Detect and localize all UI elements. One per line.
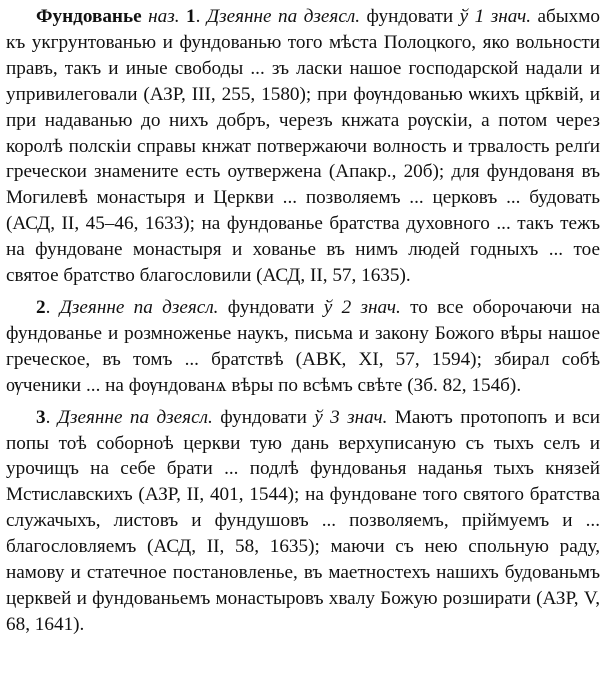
- sense-2-number: 2: [36, 296, 46, 318]
- sense-1-text: абыхмо къ укгрунтованью и фундованью того мѣста Полоцкого, яко вольности правъ, такъ и иные свободы ... зъ ласки нашое господарской надали и упривилеговали (АЗР, III, 255, 1580); при фѹндованью ѡкихъ цр҃квій, и при надаванью до нихъ добръ, черезъ кнжата рѹскіи, а потом через королѣ полскіи справы кнжат потвержаючи волность и трвалость релґи греческои знамените есть оутвержена (Апакр., 20б); для фундованя въ Могилевѣ монастыря и Церкви ... позволяемъ ... церковъ ... будовать (АСД, II, 45–46, 1633); на фундованье братства духовного ... такъ тежъ на фундоване монастыря и хованье въ нимъ людей годныхъ ... тое святое братство благословили (АСД, II, 57, 1635).: [6, 6, 601, 287]
- headword: Фундованье: [36, 6, 142, 27]
- sense-1-paragraph: Фундованье наз. 1. Дзеянне па дзеясл. фундовати ў 1 знач. абыхмо къ укгрунтованью и фундованью того мѣста Полоцкого, яко вольности правъ, такъ и иные свободы ... зъ ласки нашое господарской надали и упривилеговали (АЗР, III, 255, 1580); при фѹндованью ѡкихъ цр҃квій, и при надаванью до нихъ добръ, черезъ кнжата рѹскіи, а потом через королѣ полскіи справы кнжат потвержаючи волность и трвалость релґи греческои знамените есть оутвержена (Апакр., 20б); для фундованя въ Могилевѣ монастыря и Церкви ... позволяемъ ... церковъ ... будовать (АСД, II, 45–46, 1633); на фундованье братства духовного ... такъ тежъ на фундоване монастыря и хованье въ нимъ людей годныхъ ... тое святое братство благословили (АСД, II, 57, 1635).: [6, 6, 601, 287]
- sense-2-text: то все оборочаючи на фундованье и розмноженье наукъ, письма и закону Божого вѣры нашое греческое, въ томъ ... братствѣ (АВК, XI, 57, 1594); збирал собѣ ѹченики ... на фѹндованѧ вѣры по всѣмъ свѣте (Зб. 82, 154б).: [6, 296, 601, 396]
- sense-1-number: 1: [186, 6, 196, 27]
- sense-1-ref-word: фундовати: [366, 6, 454, 27]
- sense-2-ref-word: фундовати: [227, 296, 315, 318]
- sense-2-paragraph: 2. Дзеянне па дзеясл. фундовати ў 2 знач. то все оборочаючи на фундованье и розмноженье наукъ, письма и закону Божого вѣры нашое греческое, въ томъ ... братствѣ (АВК, XI, 57, 1594); збирал собѣ ѹченики ... на фѹндованѧ вѣры по всѣмъ свѣте (Зб. 82, 154б).: [6, 296, 601, 396]
- sense-3-definition: Дзеянне па дзеясл.: [57, 406, 213, 428]
- sense-2-definition: Дзеянне па дзеясл.: [59, 296, 219, 318]
- sense-3-paragraph: 3. Дзеянне па дзеясл. фундовати ў 3 знач. Маютъ протопопъ и вси попы тоѣ соборноѣ церкви тую дань верхуписаную съ тыхъ селъ и урочищъ на себе брати ... подлѣ фундованья наданья тыхъ князей Мстиславскихъ (АЗР, II, 401, 1544); на фундоване того святого братства служачыхъ, листовъ и фундушовъ ... позволяемъ, пріймуемъ и ... благословляемъ (АСД, II, 58, 1635); маючи съ нею спольную раду, намову и статечное постановленье, въ маетностехъ нашихъ будованьмъ церквей и фундованьемъ монастыровъ хвалу Божую розширати (АЗР, V, 68, 1641).: [6, 406, 601, 635]
- sense-3-number: 3: [36, 406, 46, 428]
- sense-2-ref-tail: ў 2 знач.: [323, 296, 401, 318]
- part-of-speech: наз.: [148, 6, 180, 27]
- sense-1-ref-tail: ў 1 знач.: [459, 6, 532, 27]
- sense-3-ref-word: фундовати: [220, 406, 307, 428]
- sense-3-ref-tail: ў 3 знач.: [314, 406, 388, 428]
- sense-1-definition: Дзеянне па дзеясл.: [206, 6, 361, 27]
- sense-3-text: Маютъ протопопъ и вси попы тоѣ соборноѣ церкви тую дань верхуписаную съ тыхъ селъ и урочищъ на себе брати ... подлѣ фундованья наданья тыхъ князей Мстиславскихъ (АЗР, II, 401, 1544); на фундоване того святого братства служачыхъ, листовъ и фундушовъ ... позволяемъ, пріймуемъ и ... благословляемъ (АСД, II, 58, 1635); маючи съ нею спольную раду, намову и статечное постановленье, въ маетностехъ нашихъ будованьмъ церквей и фундованьемъ монастыровъ хвалу Божую розширати (АЗР, V, 68, 1641).: [6, 406, 601, 635]
